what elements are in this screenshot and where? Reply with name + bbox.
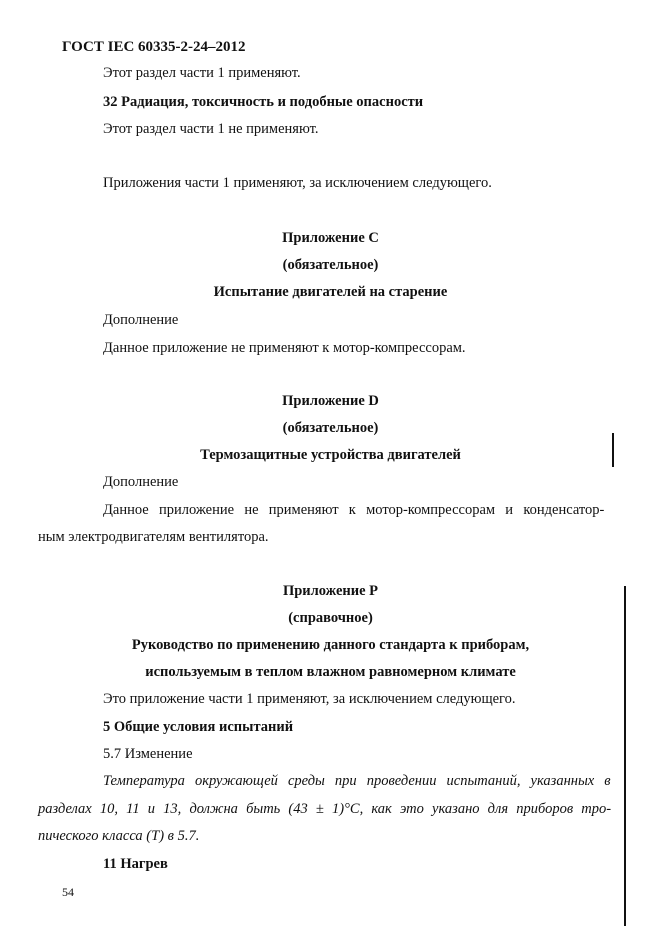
annex-p-status: (справочное) [288, 610, 373, 626]
annex-c-addition: Дополнение [103, 312, 179, 328]
annex-c-status: (обязательное) [282, 257, 379, 273]
section-11-heading: 11 Нагрев [103, 856, 168, 872]
annex-d-status: (обязательное) [282, 420, 379, 436]
annex-d-name: Термозащитные устройства двигателей [200, 447, 461, 463]
change-bar-annex-p [624, 586, 626, 926]
change-bar-annex-d [612, 433, 614, 467]
annex-p-intro: Это приложение части 1 применяют, за исключением следующего. [103, 691, 516, 707]
annex-c-text: Данное приложение не применяют к мотор-компрессорам. [103, 340, 466, 356]
page-number: 54 [62, 885, 74, 899]
annex-p-name-line2: используемым в теплом влажном равномерном климате [145, 664, 516, 680]
section-5-heading: 5 Общие условия испытаний [103, 719, 294, 735]
annex-c-title: Приложение С [282, 230, 379, 246]
annexes-intro: Приложения части 1 применяют, за исключением следующего. [103, 175, 492, 191]
annex-p-name-line1: Руководство по применению данного стандарта к приборам, [131, 637, 530, 653]
amendment-text-line1: Температура окружающей среды при проведении испытаний, указанных в [103, 773, 611, 789]
annex-d-text-line1: Данное приложение не применяют к мотор-компрессорам и конденсатор- [103, 502, 605, 518]
document-header: ГОСТ IEC 60335-2-24–2012 [62, 39, 246, 55]
section-31-text: Этот раздел части 1 применяют. [103, 65, 301, 81]
annex-d-addition: Дополнение [103, 474, 179, 490]
section-5-7-change: 5.7 Изменение [103, 746, 193, 762]
amendment-text-line2: разделах 10, 11 и 13, должна быть (43 ± 1)°С, как это указано для приборов тро- [38, 801, 612, 817]
annex-d-text-line2: ным электродвигателям вентилятора. [38, 529, 269, 545]
amendment-text-line3: пического класса (Т) в 5.7. [38, 828, 200, 844]
annex-c-name: Испытание двигателей на старение [213, 284, 448, 300]
annex-d-title: Приложение D [282, 393, 379, 409]
section-32-heading: 32 Радиация, токсичность и подобные опасности [103, 94, 424, 110]
section-32-text: Этот раздел части 1 не применяют. [103, 121, 319, 137]
annex-p-title: Приложение Р [282, 583, 379, 599]
